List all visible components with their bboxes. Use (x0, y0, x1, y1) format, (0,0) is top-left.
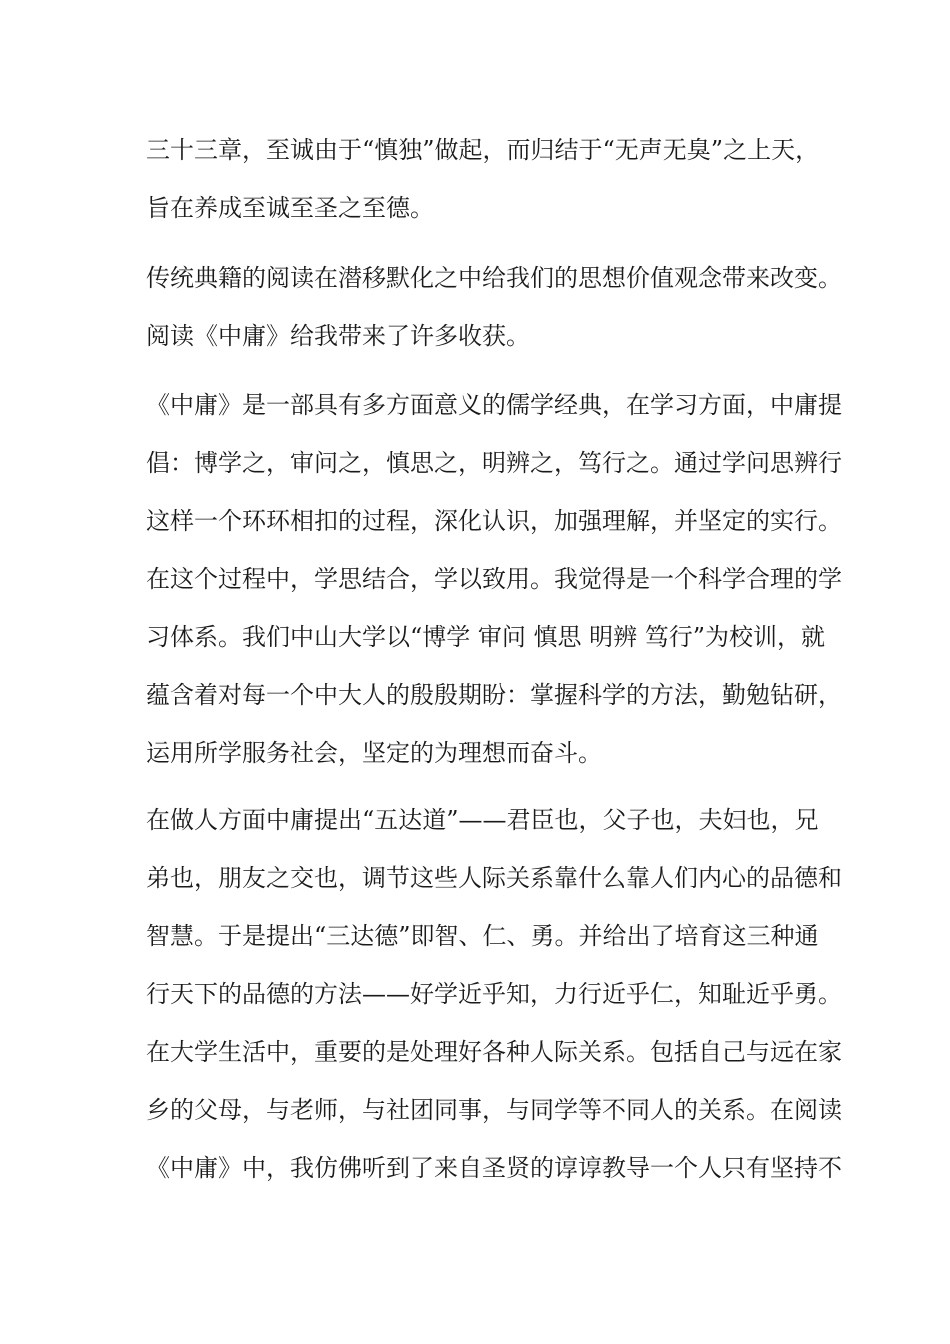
text-line: 乡的父母，与老师，与社团同事，与同学等不同人的关系。在阅读 (146, 1096, 842, 1124)
text-line: 传统典籍的阅读在潜移默化之中给我们的思想价值观念带来改变。 (146, 264, 842, 292)
text-line: 智慧。于是提出“三达德”即智、仁、勇。并给出了培育这三种通 (146, 922, 819, 950)
text-line: 在大学生活中，重要的是处理好各种人际关系。包括自己与远在家 (146, 1038, 842, 1066)
text-line: 三十三章，至诚由于“慎独”做起，而归结于“无声无臭”之上天， (146, 136, 820, 164)
text-line: 蕴含着对每一个中大人的殷殷期盼：掌握科学的方法，勤勉钻研， (146, 681, 842, 709)
paragraph-2 (146, 249, 842, 365)
text-line: 旨在养成至诚至圣之至德。 (146, 194, 434, 222)
paragraph-4 (146, 791, 842, 1197)
text-line: 这样一个环环相扣的过程，深化认识，加强理解，并坚定的实行。 (146, 507, 842, 535)
text-line: 习体系。我们中山大学以“博学 审问 慎思 明辨 笃行”为校训，就 (146, 623, 826, 651)
text-line: 《中庸》是一部具有多方面意义的儒学经典，在学习方面，中庸提 (146, 391, 842, 419)
text-line: 行天下的品德的方法——好学近乎知，力行近乎仁，知耻近乎勇。 (146, 980, 842, 1008)
paragraph-1 (146, 121, 826, 237)
text-line: 《中庸》中，我仿佛听到了来自圣贤的谆谆教导一个人只有坚持不 (146, 1154, 842, 1182)
text-line: 运用所学服务社会，坚定的为理想而奋斗。 (146, 739, 602, 767)
text-line: 倡：博学之，审问之，慎思之，明辨之，笃行之。通过学问思辨行 (146, 449, 842, 477)
text-line: 弟也，朋友之交也，调节这些人际关系靠什么靠人们内心的品德和 (146, 864, 842, 892)
text-line: 阅读《中庸》给我带来了许多收获。 (146, 322, 530, 350)
text-line: 在做人方面中庸提出“五达道”——君臣也，父子也，夫妇也，兄 (146, 806, 819, 834)
paragraph-3 (146, 376, 842, 782)
text-line: 在这个过程中，学思结合，学以致用。我觉得是一个科学合理的学 (146, 565, 842, 593)
